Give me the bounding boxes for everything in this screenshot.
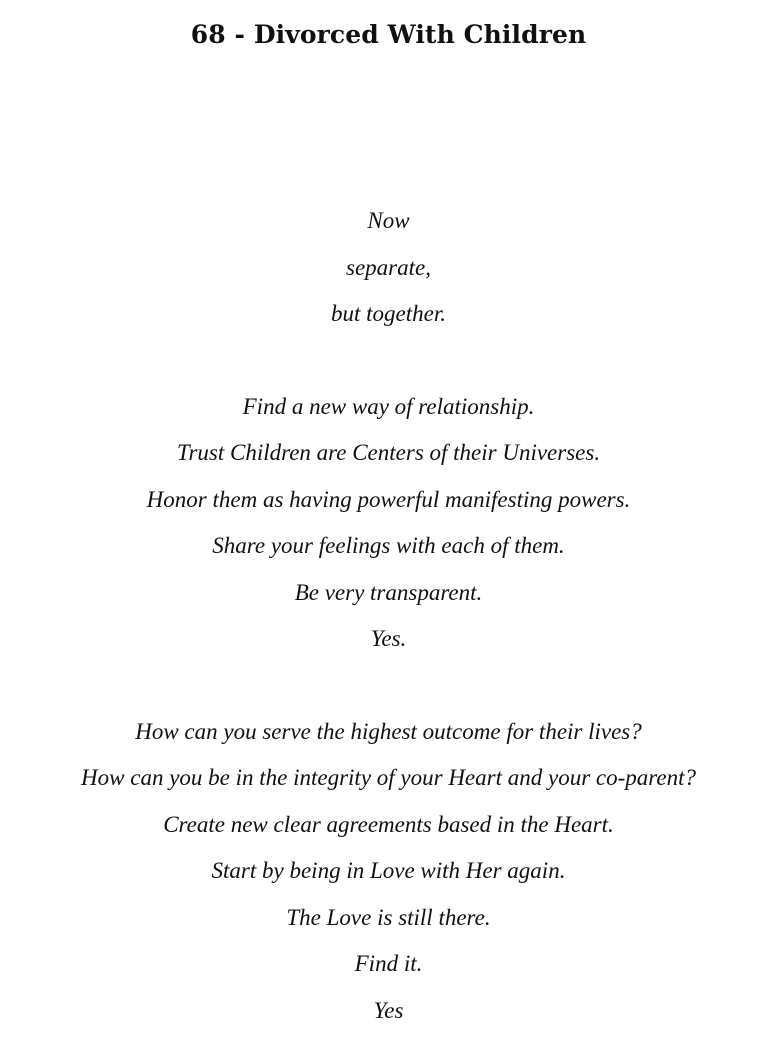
poem-line: Be very transparent. xyxy=(294,579,483,605)
poem-line: Yes xyxy=(373,997,404,1023)
page-title: 68 - Divorced With Children xyxy=(190,20,587,49)
poem-line: The Love is still there. xyxy=(286,904,491,930)
poem-body xyxy=(0,198,777,1034)
poem-line: Share your feelings with each of them. xyxy=(212,533,565,558)
poem-line: Honor them as having powerful manifesting powers. xyxy=(146,486,631,512)
poem-line: Create new clear agreements based in the Heart. xyxy=(163,811,614,837)
stanza-1 xyxy=(0,198,777,338)
poem-line: but together. xyxy=(331,301,446,326)
poem-line: Start by being in Love with Her again. xyxy=(211,858,566,883)
poem-line: Now xyxy=(367,208,410,233)
stanza-2 xyxy=(0,384,777,663)
poem-line: Trust Children are Centers of their Universes. xyxy=(176,440,601,465)
poem-line: How can you serve the highest outcome for their lives? xyxy=(135,718,642,744)
poem-line: separate, xyxy=(346,254,431,280)
poem-line: Yes. xyxy=(370,626,407,651)
poem-line: Find it. xyxy=(354,951,423,976)
poem-line: Find a new way of relationship. xyxy=(242,393,535,419)
stanza-3 xyxy=(0,709,777,1035)
poem-line: How can you be in the integrity of your Heart and your co-parent? xyxy=(81,765,696,790)
